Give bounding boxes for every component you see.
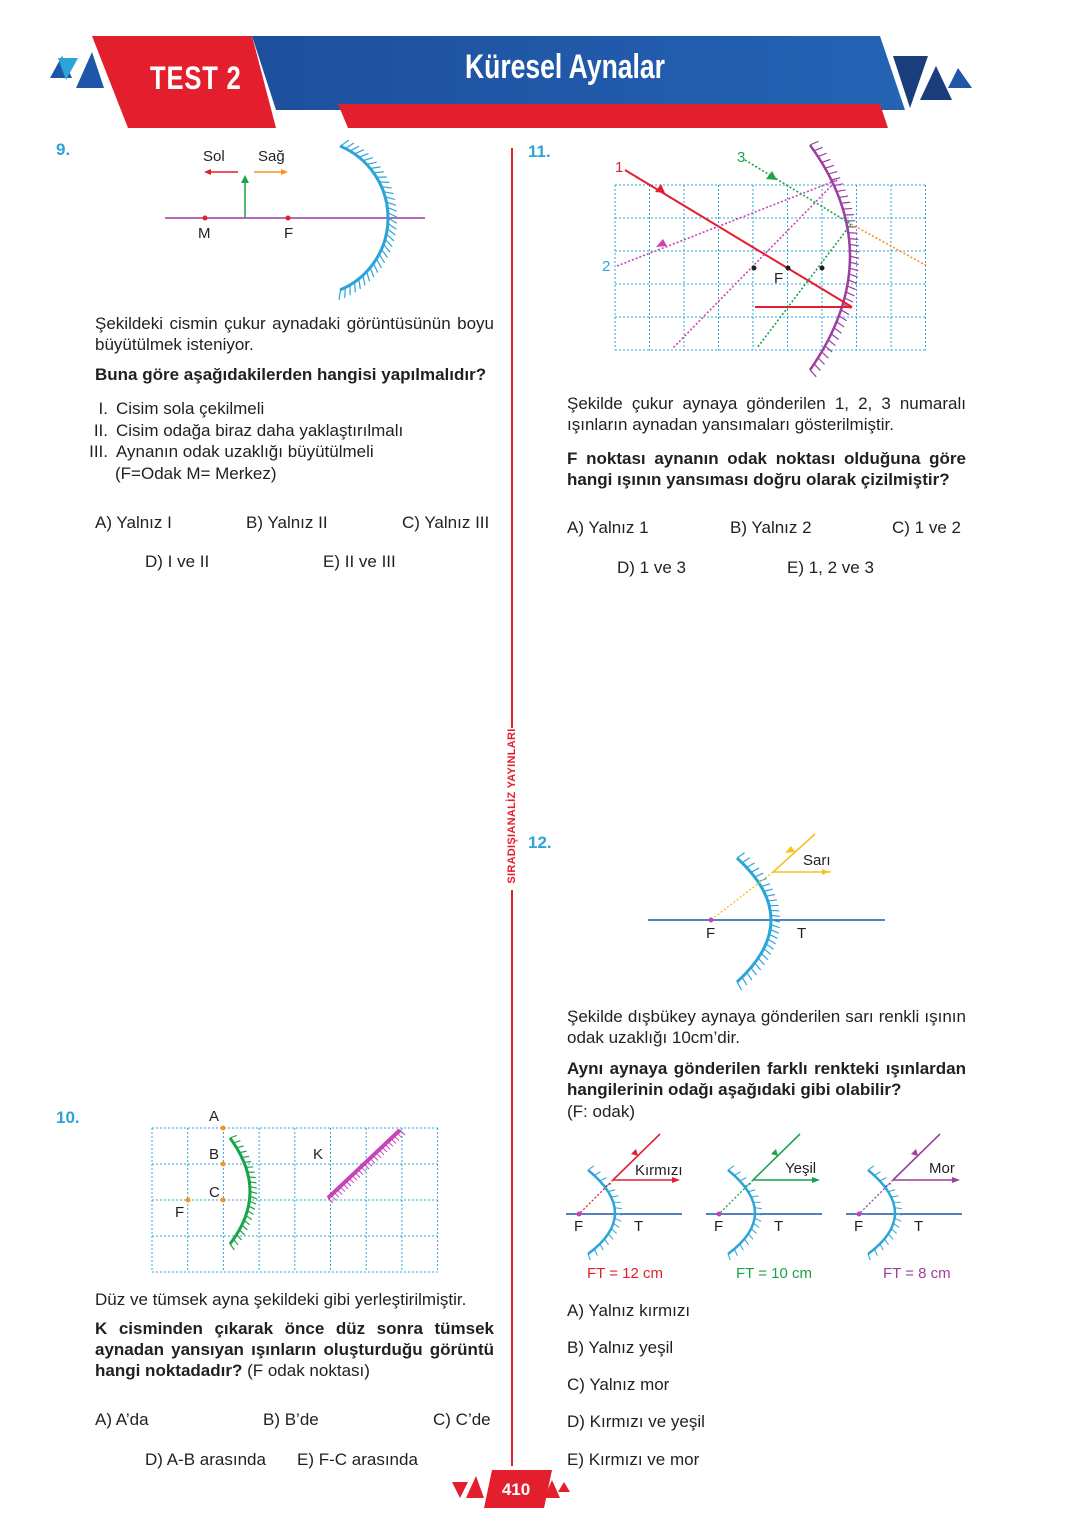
q10-label-k: K [313, 1146, 324, 1163]
q11-label-f: F [774, 270, 784, 287]
q9-figure [160, 140, 440, 300]
q12-subfig-t-1: T [634, 1218, 644, 1235]
q9-statements [78, 398, 403, 484]
q11-label-ray1: 1 [615, 159, 624, 176]
q10-question-block [95, 1318, 494, 1381]
q11-text: Şekilde çukur aynaya gönderilen 1, 2, 3 numaralı ışınların aynadan yansımaları gösterilmiştir. [567, 394, 966, 434]
q12-option-d[interactable]: D) Kırmızı ve yeşil [567, 1412, 705, 1431]
q10-figure [148, 1122, 443, 1277]
q12-option-a[interactable]: A) Yalnız kırmızı [567, 1301, 691, 1320]
page-number: 410 [501, 1480, 531, 1499]
q12-question: Aynı aynaya gönderilen farklı renkteki ışınlardan hangilerinin odağı aşağıdaki gibi olabilir? [567, 1059, 966, 1099]
q12-note: (F: odak) [567, 1102, 636, 1121]
q9-option-d[interactable]: D) I ve II [145, 552, 210, 571]
q10-option-b[interactable]: B) B’de [263, 1410, 319, 1429]
q9-note: (F=Odak M= Merkez) [115, 463, 277, 483]
q11-option-c[interactable]: C) 1 ve 2 [892, 518, 961, 537]
q11-option-d[interactable]: D) 1 ve 3 [617, 558, 686, 577]
q12-subfig-t-2: T [774, 1218, 784, 1235]
q12-caption-yesil: FT = 10 cm [736, 1265, 812, 1282]
q10-option-d[interactable]: D) A-B arasında [145, 1450, 266, 1469]
q12-subfig-name-2: Yeşil [785, 1160, 817, 1177]
q12-caption-kirmizi: FT = 12 cm [587, 1265, 663, 1282]
q12-subfig-kirmizi [566, 1134, 682, 1260]
publisher-side-label: SIRADIŞIANALİZ YAYINLARI [506, 728, 518, 884]
q12-label-t: T [797, 925, 807, 942]
q12-subfig-mor [846, 1134, 962, 1260]
q12-subfig-f-2: F [714, 1218, 724, 1235]
q11-question: F noktası aynanın odak noktası olduğuna göre hangi ışının yansıması doğru olarak çizilmiştir? [567, 449, 966, 489]
q9-label-sol: Sol [203, 148, 225, 165]
q10-text: Düz ve tümsek ayna şekildeki gibi yerleştirilmiştir. [95, 1290, 467, 1309]
q11-number: 11. [528, 142, 551, 161]
q9-number: 9. [56, 140, 71, 159]
q12-option-e[interactable]: E) Kırmızı ve mor [567, 1450, 700, 1469]
q9-option-b[interactable]: B) Yalnız II [246, 513, 328, 532]
q12-number: 12. [528, 833, 552, 852]
q12-label-sari: Sarı [803, 852, 831, 869]
q10-label-b: B [209, 1146, 220, 1163]
q10-label-c: C [209, 1184, 220, 1201]
right-logo [893, 56, 972, 108]
q12-text: Şekilde dışbükey aynaya gönderilen sarı renkli ışının odak uzaklığı 10cm’dir. [567, 1007, 966, 1047]
q11-option-a[interactable]: A) Yalnız 1 [567, 518, 649, 537]
q10-note: (F odak noktası) [247, 1361, 370, 1380]
q10-option-c[interactable]: C) C’de [433, 1410, 491, 1429]
q12-option-c[interactable]: C) Yalnız mor [567, 1375, 670, 1394]
q10-label-f: F [175, 1204, 185, 1221]
q9-text: Şekildeki cismin çukur aynadaki görüntüsünün boyu büyütülmek isteniyor. [95, 314, 494, 354]
q9-label-sag: Sağ [258, 148, 285, 165]
q9-statement-3: III. Aynanın odak uzaklığı büyütülmeli [89, 442, 374, 461]
test-label: TEST 2 [150, 60, 242, 96]
left-logo [50, 52, 104, 88]
q9-option-a[interactable]: A) Yalnız I [95, 513, 172, 532]
q9-question: Buna göre aşağıdakilerden hangisi yapılmalıdır? [95, 365, 487, 384]
q10-question: K cisminden çıkarak önce düz sonra tümsek aynadan yansıyan ışınların oluşturduğu görüntü hangi noktadadır? [95, 1319, 494, 1380]
q12-subfigures [560, 1130, 970, 1260]
q11-option-e[interactable]: E) 1, 2 ve 3 [787, 558, 874, 577]
q9-statement-2: II. Cisim odağa biraz daha yaklaştırılmalı [93, 420, 404, 440]
q10-number: 10. [56, 1108, 80, 1127]
q9-option-c[interactable]: C) Yalnız III [402, 513, 490, 532]
q9-label-f: F [284, 225, 294, 242]
q11-figure [605, 140, 935, 380]
q9-statement-1: I. Cisim sola çekilmeli [98, 399, 265, 418]
q10-option-a[interactable]: A) A’da [95, 1410, 149, 1429]
q10-label-a: A [209, 1108, 220, 1125]
header-red-stripe [338, 104, 888, 128]
q12-figure [645, 828, 890, 993]
q9-label-m: M [198, 225, 211, 242]
q12-label-f: F [706, 925, 716, 942]
q12-caption-mor: FT = 8 cm [883, 1265, 951, 1282]
q12-subfig-t-3: T [914, 1218, 924, 1235]
q12-subfig-name-3: Mor [929, 1160, 955, 1177]
q11-option-b[interactable]: B) Yalnız 2 [730, 518, 812, 537]
q10-option-e[interactable]: E) F-C arasında [297, 1450, 418, 1469]
q11-label-ray3: 3 [737, 149, 746, 166]
q12-option-b[interactable]: B) Yalnız yeşil [567, 1338, 674, 1357]
q9-option-e[interactable]: E) II ve III [323, 552, 396, 571]
q12-subfig-f-1: F [574, 1218, 584, 1235]
q11-label-ray2: 2 [602, 258, 611, 275]
page-title: Küresel Aynalar [465, 48, 665, 86]
q12-subfig-f-3: F [854, 1218, 864, 1235]
q12-subfig-name-1: Kırmızı [635, 1162, 683, 1179]
q12-subfig-yesil [706, 1134, 822, 1260]
